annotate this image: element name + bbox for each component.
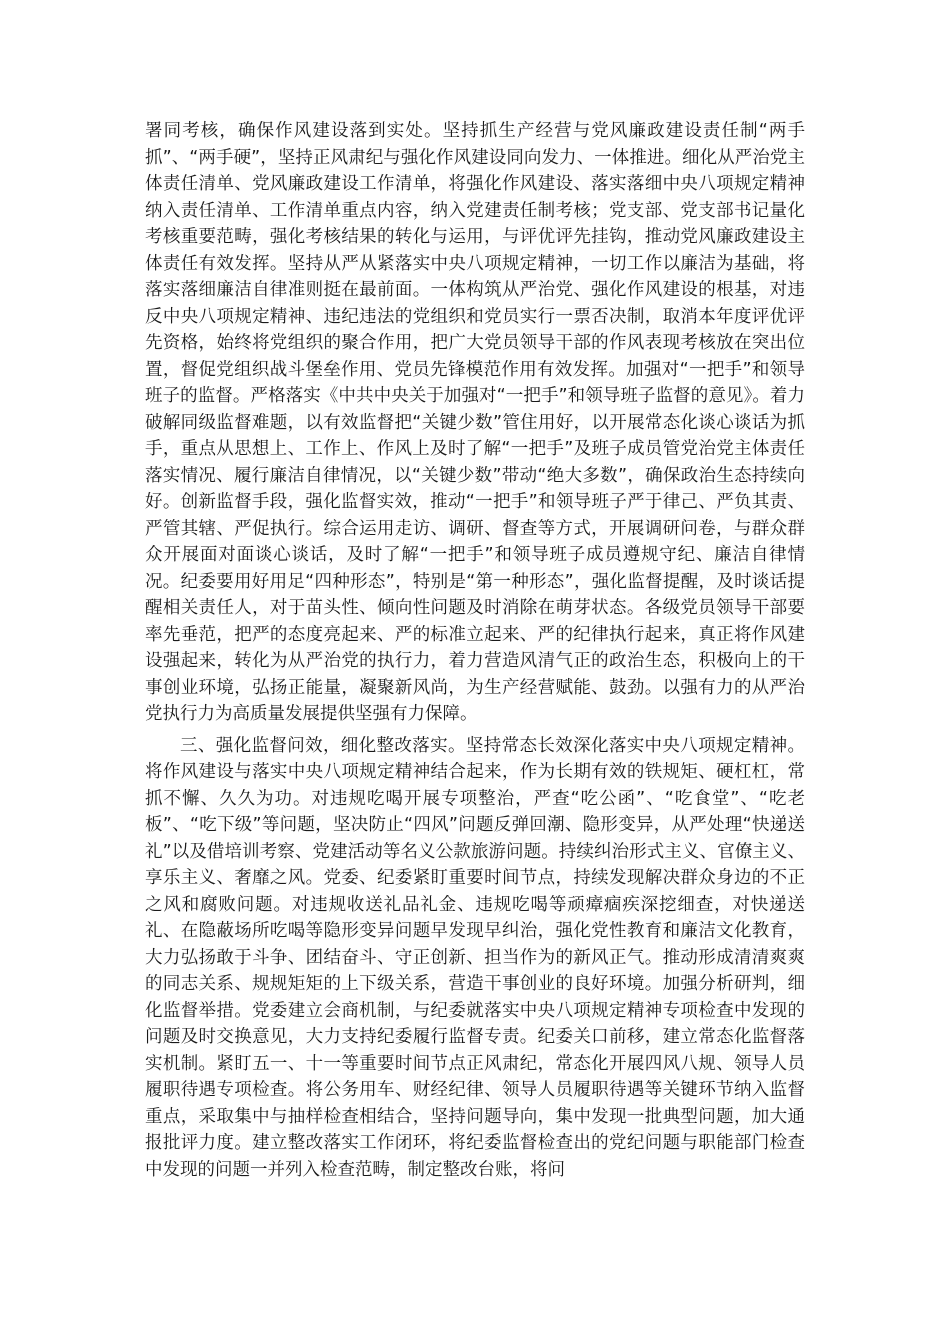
paragraph-section-three: 三、强化监督问效，细化整改落实。坚持常态长效深化落实中央八项规定精神。将作风建设与落实中央八项规定精神结合起来，作为长期有效的铁规矩、硬杠杠，常抓不懈、久久为功。对违规吃喝开展专项整治，严查“吃公函”、“吃食堂”、“吃老板”、“吃下级”等问题，坚决防止“四风”问题反弹回潮、隐形变异，从严处理“快递送礼”以及借培训考察、党建活动等名义公款旅游问题。持续纠治形式主义、官僚主义、享乐主义、奢靡之风。党委、纪委紧盯重要时间节点，持续发现解决群众身边的不正之风和腐败问题。对违规收送礼品礼金、违规吃喝等顽瘴痼疾深挖细查，对快递送礼、在隐蔽场所吃喝等隐形变异问题早发现早纠治，强化党性教育和廉洁文化教育，大力弘扬敢于斗争、团结奋斗、守正创新、担当作为的新风正气。推动形成清清爽爽的同志关系、规规矩矩的上下级关系，营造干事创业的良好环境。加强分析研判，细化监督举措。党委建立会商机制，与纪委就落实中央八项规定精神专项检查中发现的问题及时交换意见，大力支持纪委履行监督专责。纪委关口前移，建立常态化监督落实机制。紧盯五一、十一等重要时间节点正风肃纪，常态化开展四风八规、领导人员履职待遇专项检查。将公务用车、财经纪律、领导人员履职待遇等关键环节纳入监督重点，采取集中与抽样检查相结合，坚持问题导向，集中发现一批典型问题，加大通报批评力度。建立整改落实工作闭环，将纪委监督检查出的党纪问题与职能部门检查中发现的问题一并列入检查范畴，制定整改台账，将问 — [145, 735, 805, 1180]
paragraph-continued: 署同考核，确保作风建设落到实处。坚持抓生产经营与党风廉政建设责任制“两手抓”、“两手硬”，坚持正风肃纪与强化作风建设同向发力、一体推进。细化从严治党主体责任清单、党风廉政建设工作清单，将强化作风建设、落实落细中央八项规定精神纳入责任清单、工作清单重点内容，纳入党建责任制考核；党支部、党支部书记量化考核重要范畴，强化考核结果的转化与运用，与评优评先挂钩，推动党风廉政建设主体责任有效发挥。坚持从严从紧落实中央八项规定精神，一切工作以廉洁为基础，将落实落细廉洁自律准则挺在最前面。一体构筑从严治党、强化作风建设的根基，对违反中央八项规定精神、违纪违法的党组织和党员实行一票否决制，取消本年度评优评先资格，始终将党组织的聚合作用，把广大党员领导干部的作风表现考核放在突出位置，督促党组织战斗堡垒作用、党员先锋模范作用有效发挥。加强对“一把手”和领导班子的监督。严格落实《中共中央关于加强对“一把手”和领导班子监督的意见》。着力破解同级监督难题，以有效监督把“关键少数”管住用好，以开展常态化谈心谈话为抓手，重点从思想上、工作上、作风上及时了解“一把手”及班子成员管党治党主体责任落实情况、履行廉洁自律情况，以“关键少数”带动“绝大多数”，确保政治生态持续向好。创新监督手段，强化监督实效，推动“一把手”和领导班子严于律己、严负其责、严管其辖、严促执行。综合运用走访、调研、督查等方式，开展调研问卷，与群众群众开展面对面谈心谈话，及时了解“一把手”和领导班子成员遵规守纪、廉洁自律情况。纪委要用好用足“四种形态”，特别是“第一种形态”，强化监督提醒，及时谈话提醒相关责任人，对于苗头性、倾向性问题及时消除在萌芽状态。各级党员领导干部要率先垂范，把严的态度亮起来、严的标准立起来、严的纪律执行起来，真正将作风建设强起来，转化为从严治党的执行力，着力营造风清气正的政治生态，积极向上的干事创业环境，弘扬正能量，凝聚新风尚，为生产经营赋能、鼓劲。以强有力的从严治党执行力为高质量发展提供坚强有力保障。 — [145, 121, 805, 724]
document-body — [145, 118, 805, 1183]
